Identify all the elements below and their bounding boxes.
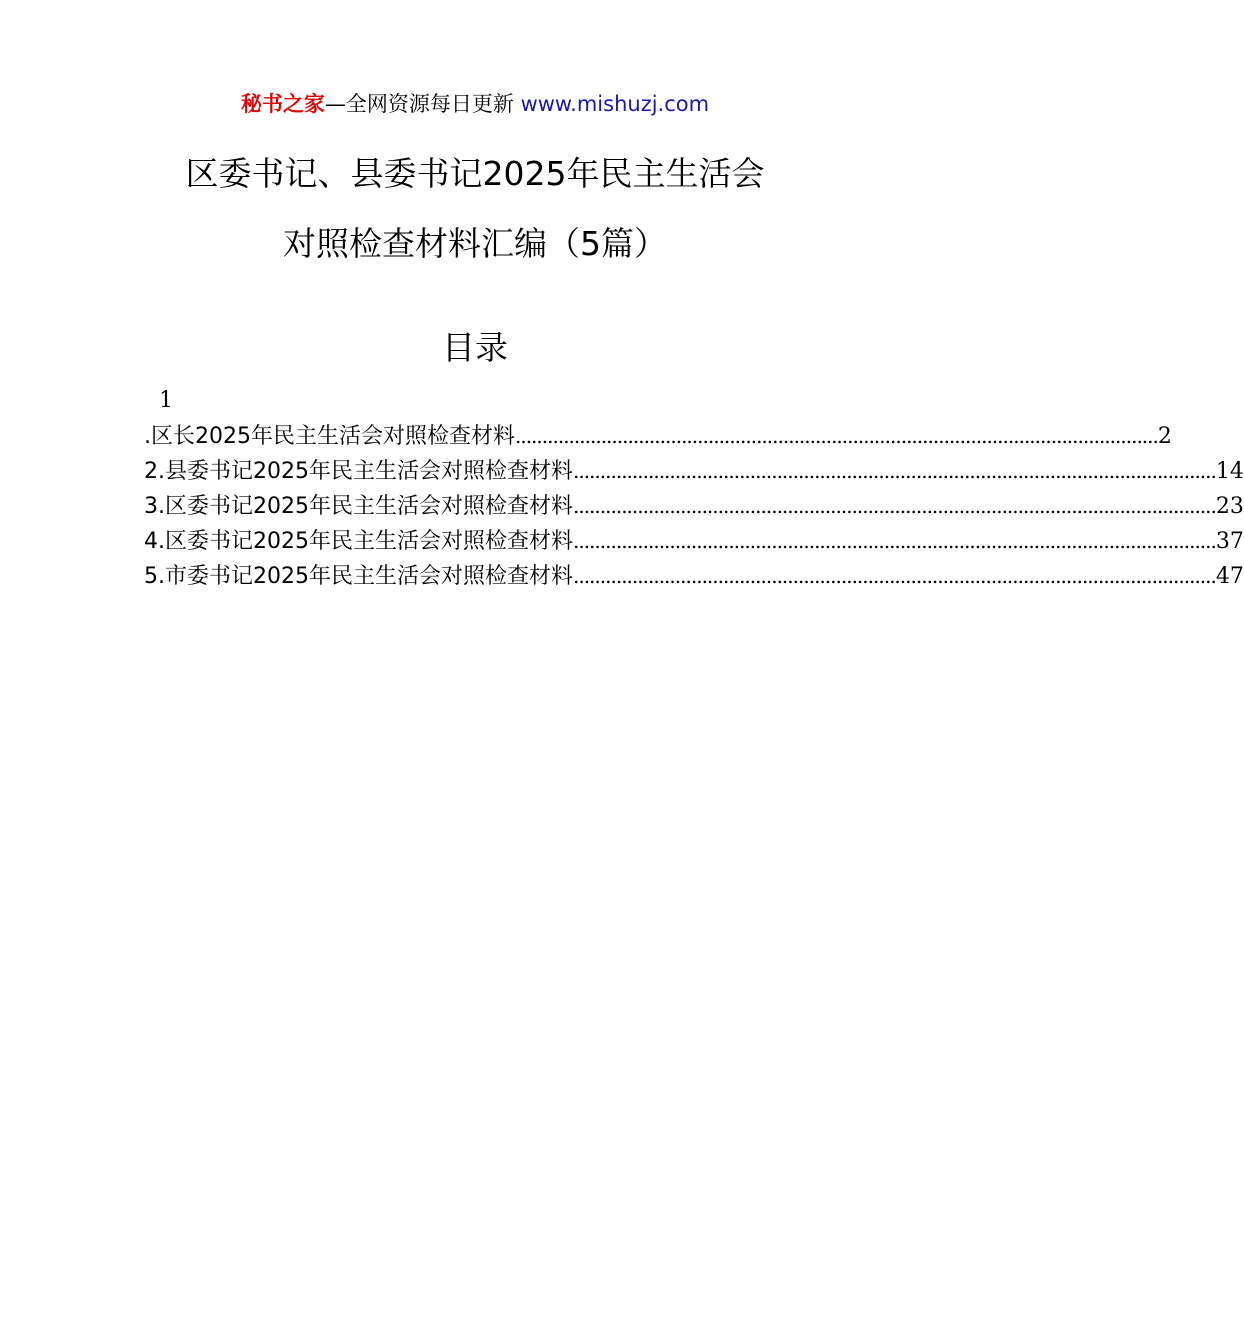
site-slogan: —全网资源每日更新	[324, 92, 514, 116]
toc-entry[interactable]	[144, 421, 1172, 456]
toc-entry-title: 4.区委书记2025年民主生活会对照检查材料	[144, 529, 573, 554]
toc-leader-dots: ........................................................................................................................	[572, 529, 1216, 553]
toc-leader-dots: ........................................................................................................................	[572, 564, 1216, 588]
toc-entry[interactable]	[144, 526, 1244, 561]
toc-entry-title: 2.县委书记2025年民主生活会对照检查材料	[144, 459, 573, 484]
toc-heading: 目录	[442, 328, 508, 367]
site-url-link[interactable]: www.mishuzj.com	[520, 92, 710, 116]
toc-entry-page: 14	[1215, 459, 1244, 484]
toc-entry-title: 3.区委书记2025年民主生活会对照检查材料	[144, 494, 573, 519]
toc-list	[144, 421, 1244, 596]
toc-entry-page: 47	[1215, 564, 1244, 589]
site-brand: 秘书之家	[240, 92, 325, 116]
toc-entry-title: .区长2025年民主生活会对照检查材料	[144, 424, 515, 449]
toc-entry[interactable]	[144, 456, 1244, 491]
toc-leader-dots: ........................................................................................................................	[514, 424, 1158, 448]
toc-entry[interactable]	[144, 491, 1244, 526]
toc-leader-dots: ........................................................................................................................	[572, 459, 1216, 483]
document-title-line-2: 对照检查材料汇编（5篇）	[283, 224, 667, 263]
toc-entry-title: 5.市委书记2025年民主生活会对照检查材料	[144, 564, 573, 589]
toc-entry-page: 2	[1157, 424, 1172, 449]
site-header	[0, 88, 950, 120]
toc-entry-page: 37	[1215, 529, 1244, 554]
toc-stray-number: 1	[159, 388, 173, 413]
toc-leader-dots: ........................................................................................................................	[572, 494, 1216, 518]
document-title-line-1: 区委书记、县委书记2025年民主生活会	[185, 154, 765, 193]
toc-entry[interactable]	[144, 561, 1244, 596]
toc-entry-page: 23	[1215, 494, 1244, 519]
